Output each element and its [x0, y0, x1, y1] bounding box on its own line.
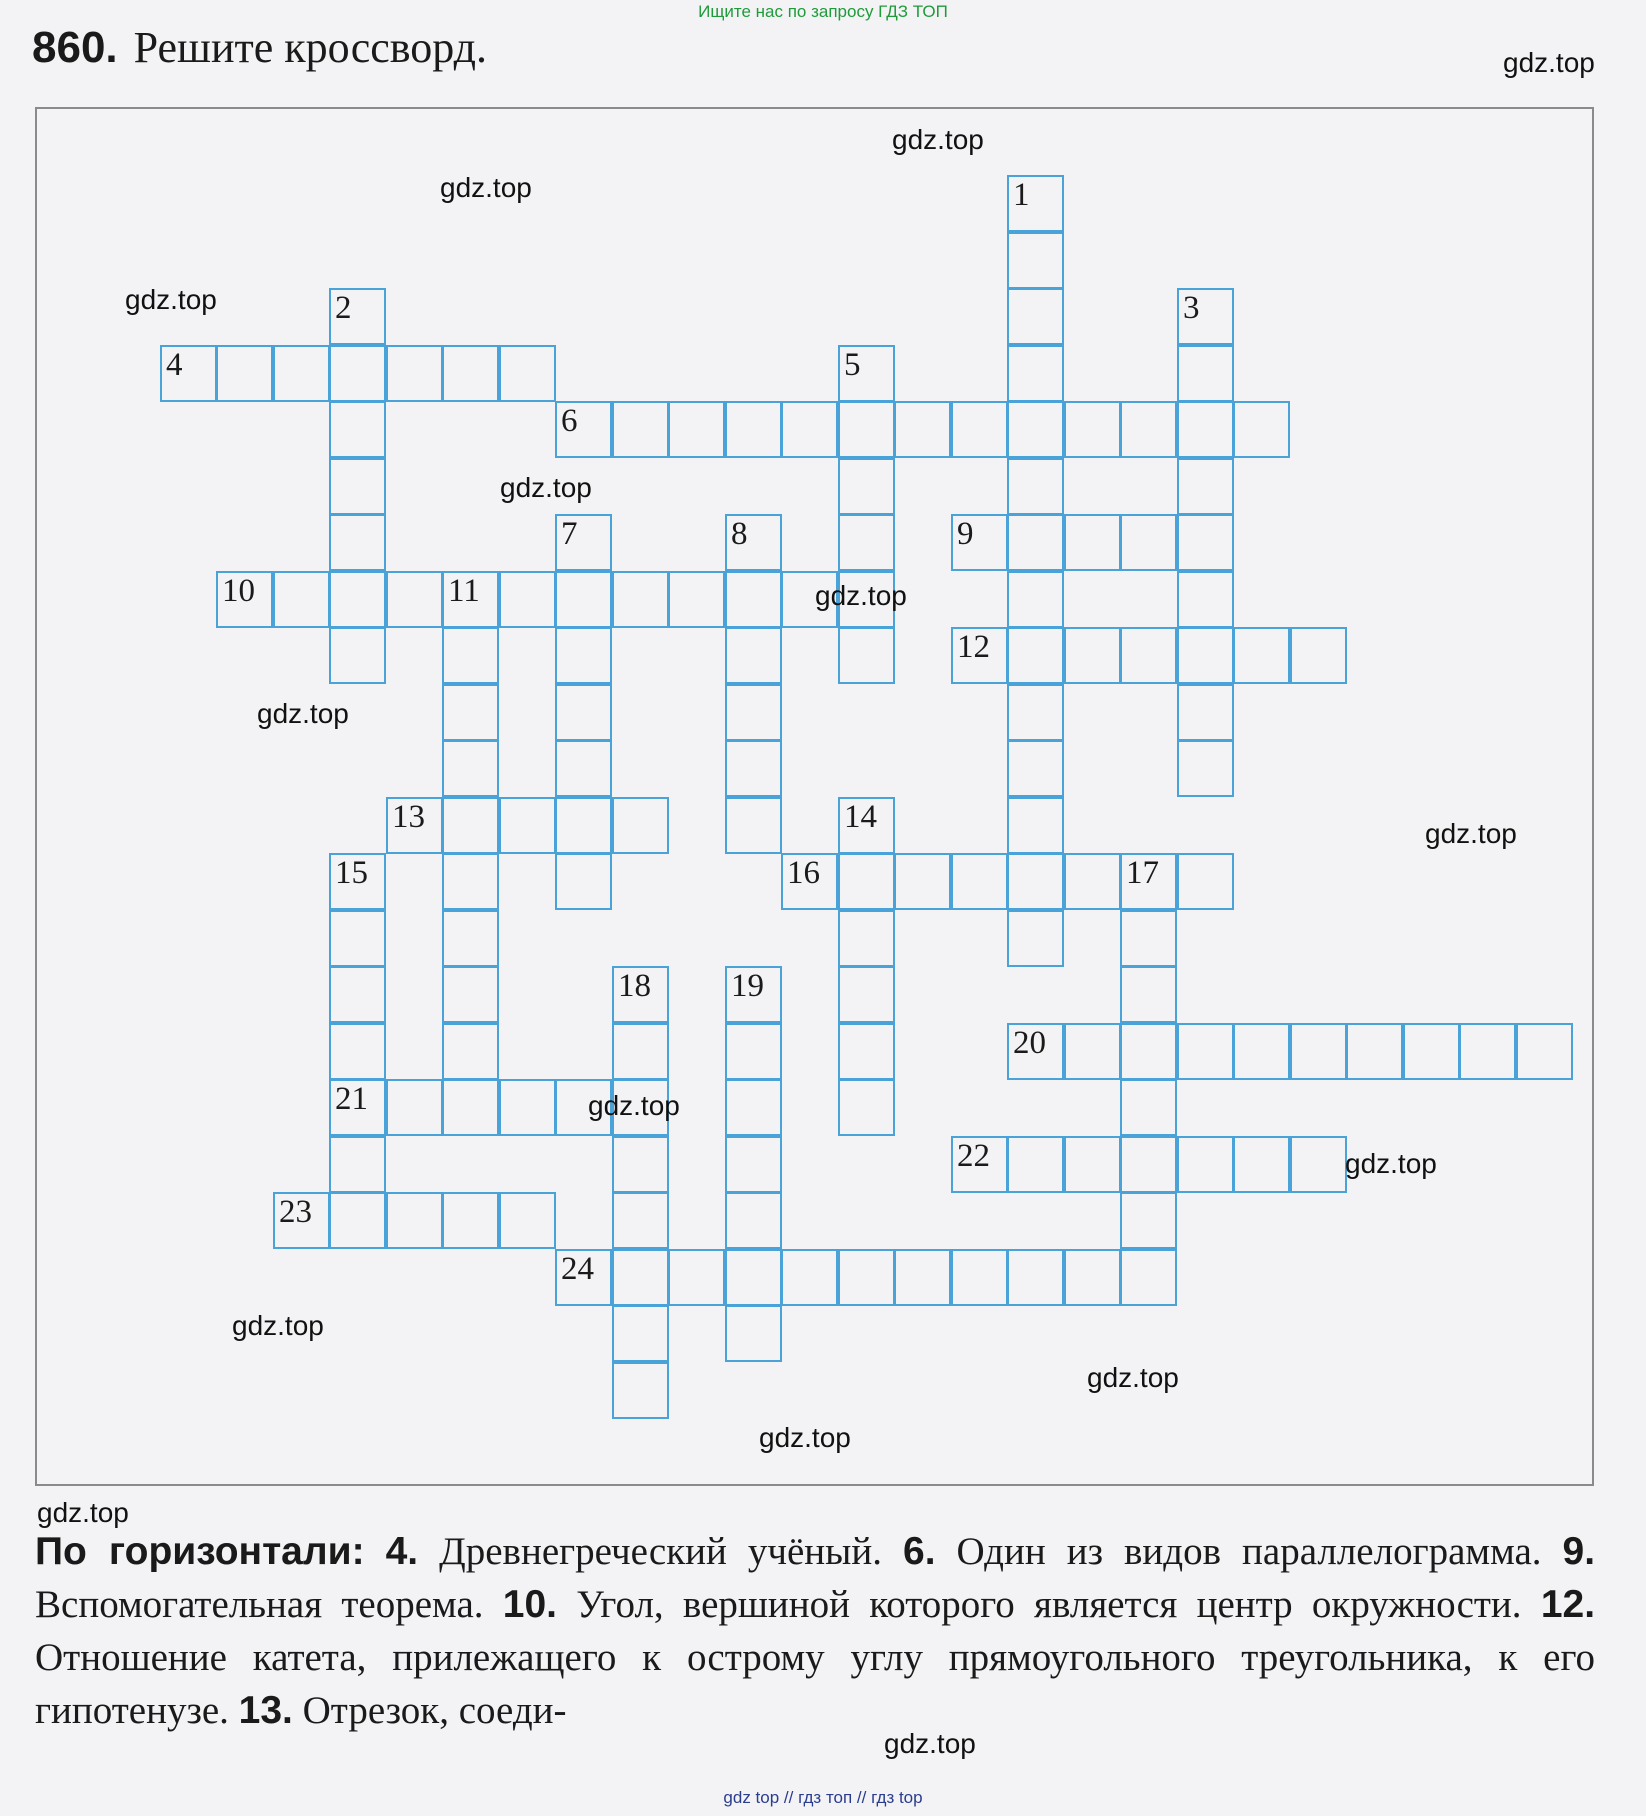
crossword-cell[interactable] — [1007, 1249, 1064, 1306]
crossword-cell[interactable] — [725, 684, 782, 741]
crossword-cell[interactable] — [329, 571, 386, 628]
clue-number-label: 15 — [335, 855, 368, 891]
crossword-cell[interactable] — [1120, 966, 1177, 1023]
crossword-cell[interactable] — [838, 345, 895, 402]
crossword-cell[interactable] — [1177, 458, 1234, 515]
crossword-cell[interactable] — [838, 797, 895, 854]
crossword-cell[interactable] — [1007, 458, 1064, 515]
crossword-cell[interactable] — [725, 1305, 782, 1362]
watermark: gdz.top — [759, 1422, 851, 1453]
crossword-cell[interactable] — [1120, 401, 1177, 458]
crossword-cell[interactable] — [1064, 514, 1121, 571]
crossword-cell[interactable] — [1064, 853, 1121, 910]
crossword-cell[interactable] — [725, 401, 782, 458]
clue-number-label: 6 — [561, 403, 578, 439]
clue-number-label: 20 — [1013, 1025, 1046, 1061]
crossword-cell[interactable] — [1007, 514, 1064, 571]
crossword-cell[interactable] — [612, 1023, 669, 1080]
crossword-cell[interactable] — [555, 740, 612, 797]
crossword-cell[interactable] — [1233, 401, 1290, 458]
clue-number-label: 1 — [1013, 177, 1030, 213]
crossword-cell[interactable] — [838, 853, 895, 910]
crossword-cell[interactable] — [725, 740, 782, 797]
crossword-cell[interactable] — [894, 401, 951, 458]
clues-text — [35, 1525, 1595, 1737]
clue-number-label: 23 — [279, 1194, 312, 1230]
crossword-cell[interactable] — [725, 1192, 782, 1249]
crossword-cell[interactable] — [1120, 853, 1177, 910]
clue-text: Вспомогательная теорема. — [35, 1583, 484, 1626]
crossword-cell[interactable] — [442, 1192, 499, 1249]
clue-number: 4. — [385, 1530, 419, 1573]
crossword-cell[interactable] — [1120, 1249, 1177, 1306]
crossword-cell[interactable] — [273, 571, 330, 628]
site-banner[interactable]: Ищите нас по запросу ГДЗ ТОП — [698, 2, 948, 21]
crossword-cell[interactable] — [1007, 1136, 1064, 1193]
crossword-cell[interactable] — [329, 853, 386, 910]
crossword-cell[interactable] — [329, 458, 386, 515]
crossword-cell[interactable] — [1120, 1136, 1177, 1193]
crossword-cell[interactable] — [725, 1023, 782, 1080]
crossword-cell[interactable] — [1120, 1192, 1177, 1249]
crossword-cell[interactable] — [273, 345, 330, 402]
crossword-cell[interactable] — [1516, 1023, 1573, 1080]
crossword-cell[interactable] — [386, 797, 443, 854]
crossword-cell[interactable] — [1007, 288, 1064, 345]
clue-text: Отрезок, соеди- — [302, 1689, 567, 1732]
crossword-cell[interactable] — [1007, 175, 1064, 232]
clues-heading: По горизонтали: — [35, 1530, 365, 1573]
crossword-cell[interactable] — [555, 1249, 612, 1306]
clue-number-label: 16 — [787, 855, 820, 891]
crossword-cell[interactable] — [838, 458, 895, 515]
crossword-cell[interactable] — [838, 910, 895, 967]
crossword-cell[interactable] — [612, 401, 669, 458]
clue-text: Угол, вершиной которого является центр окружности. — [576, 1583, 1522, 1626]
clue-number-label: 17 — [1126, 855, 1159, 891]
crossword-cell[interactable] — [1007, 401, 1064, 458]
crossword-cell[interactable] — [442, 740, 499, 797]
crossword-cell[interactable] — [725, 1249, 782, 1306]
footer-links[interactable]: gdz top // гдз топ // гдз top — [723, 1788, 923, 1807]
crossword-cell[interactable] — [442, 345, 499, 402]
clue-number-label: 19 — [731, 968, 764, 1004]
crossword-cell[interactable] — [1064, 1249, 1121, 1306]
crossword-cell[interactable] — [1064, 401, 1121, 458]
crossword-cell[interactable] — [1064, 1023, 1121, 1080]
crossword-cell[interactable] — [668, 401, 725, 458]
crossword-cell[interactable] — [1007, 1023, 1064, 1080]
clue-text: Один из видов параллелограмма. — [956, 1530, 1542, 1573]
crossword-cell[interactable] — [1177, 401, 1234, 458]
crossword-cell[interactable] — [951, 853, 1008, 910]
crossword-cell[interactable] — [612, 1249, 669, 1306]
crossword-cell[interactable] — [1120, 1079, 1177, 1136]
crossword-cell[interactable] — [781, 401, 838, 458]
crossword-cell[interactable] — [1007, 627, 1064, 684]
crossword-cell[interactable] — [329, 345, 386, 402]
watermark: gdz.top — [232, 1310, 324, 1341]
watermark: gdz.top — [884, 1728, 976, 1759]
crossword-cell[interactable] — [555, 401, 612, 458]
crossword-cell[interactable] — [1177, 684, 1234, 741]
watermark: gdz.top — [1345, 1148, 1437, 1179]
crossword-cell[interactable] — [1120, 910, 1177, 967]
watermark: gdz.top — [440, 172, 532, 203]
clue-number-label: 2 — [335, 290, 352, 326]
crossword-cell[interactable] — [838, 1023, 895, 1080]
crossword-cell[interactable] — [725, 1136, 782, 1193]
crossword-cell[interactable] — [555, 853, 612, 910]
crossword-cell[interactable] — [725, 797, 782, 854]
crossword-cell[interactable] — [612, 571, 669, 628]
crossword-cell[interactable] — [216, 345, 273, 402]
clue-number: 9. — [1562, 1530, 1596, 1573]
crossword-cell[interactable] — [1007, 232, 1064, 289]
crossword-cell[interactable] — [1290, 1023, 1347, 1080]
crossword-cell[interactable] — [612, 1192, 669, 1249]
crossword-cell[interactable] — [838, 514, 895, 571]
crossword-cell[interactable] — [725, 966, 782, 1023]
crossword-cell[interactable] — [894, 1249, 951, 1306]
watermark: gdz.top — [37, 1497, 129, 1528]
crossword-cell[interactable] — [555, 627, 612, 684]
crossword-cell[interactable] — [442, 853, 499, 910]
clue-number-label: 11 — [448, 573, 480, 609]
clue-number-label: 3 — [1183, 290, 1200, 326]
clue-number: 6. — [903, 1530, 936, 1573]
crossword-cell[interactable] — [1120, 1023, 1177, 1080]
clue-number-label: 18 — [618, 968, 651, 1004]
task-title: Решите кроссворд. — [133, 23, 488, 72]
crossword-cell[interactable] — [442, 966, 499, 1023]
crossword-cell[interactable] — [442, 1079, 499, 1136]
crossword-cell[interactable] — [725, 571, 782, 628]
crossword-cell[interactable] — [725, 627, 782, 684]
crossword-cell[interactable] — [951, 514, 1008, 571]
crossword-cell[interactable] — [442, 684, 499, 741]
crossword-cell[interactable] — [1177, 1136, 1234, 1193]
crossword-cell[interactable] — [838, 627, 895, 684]
crossword-cell[interactable] — [329, 627, 386, 684]
crossword-cell[interactable] — [273, 1192, 330, 1249]
crossword-cell[interactable] — [499, 797, 556, 854]
crossword-cell[interactable] — [612, 1305, 669, 1362]
crossword-cell[interactable] — [1007, 740, 1064, 797]
clue-number-label: 10 — [222, 573, 255, 609]
watermark: gdz.top — [257, 698, 349, 729]
crossword-cell[interactable] — [386, 571, 443, 628]
clue-number-label: 21 — [335, 1081, 368, 1117]
crossword-cell[interactable] — [499, 1079, 556, 1136]
crossword-cell[interactable] — [386, 1079, 443, 1136]
clue-number-label: 8 — [731, 516, 748, 552]
crossword-cell[interactable] — [1177, 853, 1234, 910]
crossword-cell[interactable] — [329, 514, 386, 571]
clue-number-label: 5 — [844, 347, 861, 383]
crossword-cell[interactable] — [1007, 910, 1064, 967]
crossword-cell[interactable] — [725, 1079, 782, 1136]
crossword-cell[interactable] — [894, 853, 951, 910]
watermark: gdz.top — [500, 472, 592, 503]
crossword-cell[interactable] — [1007, 797, 1064, 854]
crossword-cell[interactable] — [1177, 627, 1234, 684]
crossword-cell[interactable] — [555, 514, 612, 571]
crossword-cell[interactable] — [1459, 1023, 1516, 1080]
crossword-cell[interactable] — [499, 1192, 556, 1249]
clue-number: 13. — [238, 1689, 293, 1732]
crossword-cell[interactable] — [329, 966, 386, 1023]
crossword-cell[interactable] — [442, 627, 499, 684]
crossword-cell[interactable] — [555, 797, 612, 854]
crossword-cell[interactable] — [1007, 853, 1064, 910]
crossword-cell[interactable] — [499, 345, 556, 402]
clue-number-label: 14 — [844, 799, 877, 835]
crossword-cell[interactable] — [612, 966, 669, 1023]
crossword-cell[interactable] — [442, 910, 499, 967]
crossword-cell[interactable] — [1177, 571, 1234, 628]
crossword-cell[interactable] — [555, 684, 612, 741]
crossword-cell[interactable] — [1007, 684, 1064, 741]
task-number: 860. — [32, 23, 118, 72]
crossword-cell[interactable] — [1346, 1023, 1403, 1080]
crossword-cell[interactable] — [725, 514, 782, 571]
crossword-cell[interactable] — [1233, 1023, 1290, 1080]
crossword-cell[interactable] — [612, 1362, 669, 1419]
crossword-cell[interactable] — [329, 288, 386, 345]
crossword-cell[interactable] — [1403, 1023, 1460, 1080]
clue-number: 10. — [502, 1583, 557, 1626]
task-heading — [32, 22, 487, 73]
clue-number-label: 24 — [561, 1251, 594, 1287]
watermark: gdz.top — [1087, 1362, 1179, 1393]
crossword-cell[interactable] — [668, 571, 725, 628]
crossword-cell[interactable] — [781, 1249, 838, 1306]
crossword-cell[interactable] — [781, 853, 838, 910]
crossword-cell[interactable] — [329, 1023, 386, 1080]
crossword-cell[interactable] — [838, 966, 895, 1023]
crossword-cell[interactable] — [1290, 627, 1347, 684]
crossword-cell[interactable] — [555, 571, 612, 628]
clue-number-label: 12 — [957, 629, 990, 665]
crossword-cell[interactable] — [1233, 627, 1290, 684]
clue-number-label: 9 — [957, 516, 974, 552]
crossword-cell[interactable] — [1177, 514, 1234, 571]
crossword-cell[interactable] — [951, 401, 1008, 458]
crossword-cell[interactable] — [951, 1136, 1008, 1193]
clue-text: Отношение катета, прилежащего к острому углу прямоугольного треугольника, к его гипотенузе. — [35, 1636, 1595, 1732]
crossword-cell[interactable] — [668, 1249, 725, 1306]
crossword-cell[interactable] — [329, 1079, 386, 1136]
crossword-cell[interactable] — [386, 345, 443, 402]
crossword-cell[interactable] — [1177, 288, 1234, 345]
crossword-cell[interactable] — [216, 571, 273, 628]
crossword-cell[interactable] — [499, 571, 556, 628]
clue-number-label: 13 — [392, 799, 425, 835]
crossword-cell[interactable] — [1064, 627, 1121, 684]
crossword-cell[interactable] — [442, 571, 499, 628]
crossword-cell[interactable] — [1120, 627, 1177, 684]
crossword-cell[interactable] — [612, 1136, 669, 1193]
clue-number-label: 4 — [166, 347, 183, 383]
crossword-cell[interactable] — [329, 910, 386, 967]
crossword-cell[interactable] — [1064, 1136, 1121, 1193]
crossword-cell[interactable] — [160, 345, 217, 402]
watermark: gdz.top — [125, 284, 217, 315]
clue-number-label: 22 — [957, 1138, 990, 1174]
crossword-cell[interactable] — [1233, 1136, 1290, 1193]
crossword-cell[interactable] — [1120, 514, 1177, 571]
watermark: gdz.top — [892, 124, 984, 155]
crossword-cell[interactable] — [1007, 345, 1064, 402]
crossword-cell[interactable] — [951, 627, 1008, 684]
watermark: gdz.top — [1425, 818, 1517, 849]
crossword-cell[interactable] — [442, 1023, 499, 1080]
clue-text: Древнегреческий учёный. — [439, 1530, 882, 1573]
crossword-cell[interactable] — [442, 797, 499, 854]
watermark: gdz.top — [815, 580, 907, 611]
crossword-cell[interactable] — [838, 1079, 895, 1136]
crossword-cell[interactable] — [386, 1192, 443, 1249]
crossword-cell[interactable] — [329, 1136, 386, 1193]
crossword-cell[interactable] — [1177, 345, 1234, 402]
crossword-cell[interactable] — [329, 401, 386, 458]
watermark: gdz.top — [1503, 47, 1595, 78]
clue-number-label: 7 — [561, 516, 578, 552]
crossword-cell[interactable] — [951, 1249, 1008, 1306]
crossword-cell[interactable] — [838, 401, 895, 458]
crossword-cell[interactable] — [1007, 571, 1064, 628]
watermark: gdz.top — [588, 1090, 680, 1121]
crossword-cell[interactable] — [1177, 1023, 1234, 1080]
crossword-cell[interactable] — [1177, 740, 1234, 797]
crossword-cell[interactable] — [1290, 1136, 1347, 1193]
clue-number: 12. — [1540, 1583, 1596, 1626]
crossword-cell[interactable] — [329, 1192, 386, 1249]
crossword-cell[interactable] — [838, 1249, 895, 1306]
crossword-cell[interactable] — [612, 797, 669, 854]
